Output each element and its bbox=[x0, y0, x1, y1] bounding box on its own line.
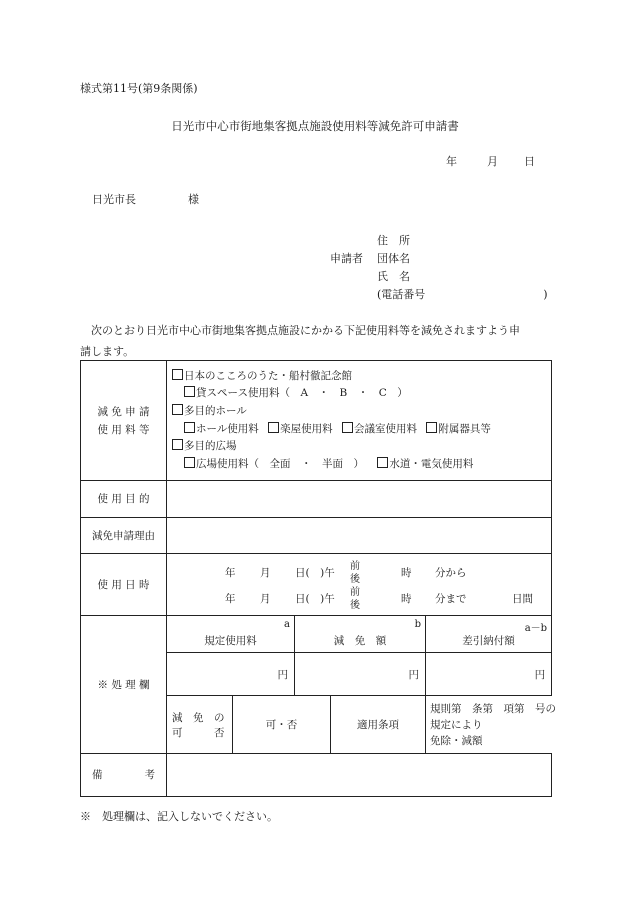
item-hall1: 日本のこころのうた・船村徹記念館 bbox=[184, 369, 352, 382]
item-hall2: 多目的ホール bbox=[184, 404, 247, 417]
form-number: 様式第11号(第9条関係) bbox=[80, 82, 198, 95]
date-year: 年 bbox=[446, 155, 457, 168]
remarks-row bbox=[81, 754, 552, 797]
approval-value[interactable]: 可・否 bbox=[233, 696, 331, 754]
item-dressing-fee: 楽屋使用料 bbox=[280, 422, 333, 435]
datetime-field[interactable] bbox=[167, 554, 552, 616]
applicant-block bbox=[330, 232, 548, 304]
datetime-from: 年 月 日( )午 前 後 時 分から bbox=[225, 560, 467, 585]
remarks-label: 備 考 bbox=[81, 754, 167, 797]
col-a-header: a 規定使用料 bbox=[167, 616, 295, 653]
application-table bbox=[80, 360, 556, 797]
reason-label: 減免申請理由 bbox=[81, 518, 167, 554]
checkbox-plaza-fee[interactable] bbox=[184, 457, 195, 468]
footer-note: ※ 処理欄は、記入しないでください。 bbox=[80, 810, 278, 823]
checkbox-hall2[interactable] bbox=[172, 404, 183, 415]
item-meeting-fee: 会議室使用料 bbox=[353, 422, 417, 435]
item-rental-space: 貸スペース使用料（ A ・ B ・ C ） bbox=[196, 387, 408, 400]
address-label: 住 所 bbox=[377, 234, 410, 247]
request-paragraph bbox=[80, 320, 554, 362]
processing-header-row bbox=[81, 616, 552, 653]
phone-close: ) bbox=[543, 288, 548, 301]
date-day: 日 bbox=[524, 155, 535, 168]
col-ab-header: a－b 差引納付額 bbox=[426, 616, 552, 653]
applicant-label: 申請者 bbox=[330, 252, 363, 265]
fee-items-cell bbox=[167, 361, 552, 481]
amount-a[interactable]: 円 bbox=[167, 653, 295, 696]
addressee-name: 日光市長 bbox=[92, 193, 136, 206]
amount-b[interactable]: 円 bbox=[295, 653, 426, 696]
fee-items-row bbox=[81, 361, 552, 481]
article-text: 規則第 条第 項第 号の 規定により 免除・減額 bbox=[426, 696, 552, 754]
group-label: 団体名 bbox=[377, 252, 410, 265]
item-plaza: 多目的広場 bbox=[184, 440, 237, 453]
reason-row bbox=[81, 518, 552, 554]
checkbox-equipment-fee[interactable] bbox=[426, 422, 437, 433]
purpose-label: 使 用 目 的 bbox=[81, 481, 167, 518]
datetime-until: 年 月 日( )午 前 後 時 分まで 日間 bbox=[225, 586, 533, 611]
purpose-field[interactable] bbox=[167, 481, 552, 518]
date-month: 月 bbox=[487, 155, 498, 168]
item-plaza-fee: 広場使用料（ 全面 ・ 半面 ） bbox=[196, 457, 364, 470]
datetime-label: 使 用 日 時 bbox=[81, 554, 167, 616]
processing-label: ※ 処 理 欄 bbox=[81, 616, 167, 754]
fee-items-label: 減 免 申 請 使 用 料 等 bbox=[81, 361, 167, 481]
paragraph-line-2: 請します。 bbox=[80, 345, 135, 358]
amount-ab[interactable]: 円 bbox=[426, 653, 552, 696]
form-title: 日光市中心市街地集客拠点施設使用料等減免許可申請書 bbox=[171, 119, 459, 133]
approval-label: 減 免 の 可 否 bbox=[167, 696, 233, 754]
checkbox-rental-space[interactable] bbox=[184, 386, 195, 397]
remarks-field[interactable] bbox=[167, 754, 552, 797]
paragraph-line-1: 次のとおり日光市中心市街地集客拠点施設にかかる下記使用料等を減免されますよう申 bbox=[91, 324, 520, 337]
item-hall-fee: ホール使用料 bbox=[196, 422, 259, 435]
reason-field[interactable] bbox=[167, 518, 552, 554]
checkbox-plaza[interactable] bbox=[172, 439, 183, 450]
checkbox-meeting-fee[interactable] bbox=[342, 422, 353, 433]
article-label: 適用条項 bbox=[331, 696, 426, 754]
phone-label: (電話番号 bbox=[377, 288, 426, 301]
purpose-row bbox=[81, 481, 552, 518]
name-label: 氏 名 bbox=[377, 270, 410, 283]
col-b-header: b 減 免 額 bbox=[295, 616, 426, 653]
submission-date bbox=[446, 155, 535, 168]
addressee bbox=[92, 193, 199, 206]
datetime-row bbox=[81, 554, 552, 616]
checkbox-water-fee[interactable] bbox=[377, 457, 388, 468]
checkbox-hall1[interactable] bbox=[172, 369, 183, 380]
addressee-honorific: 様 bbox=[188, 193, 199, 206]
item-water-fee: 水道・電気使用料 bbox=[389, 457, 474, 470]
checkbox-dressing-fee[interactable] bbox=[268, 422, 279, 433]
item-equipment-fee: 附属器具等 bbox=[438, 422, 491, 435]
checkbox-hall-fee[interactable] bbox=[184, 422, 195, 433]
